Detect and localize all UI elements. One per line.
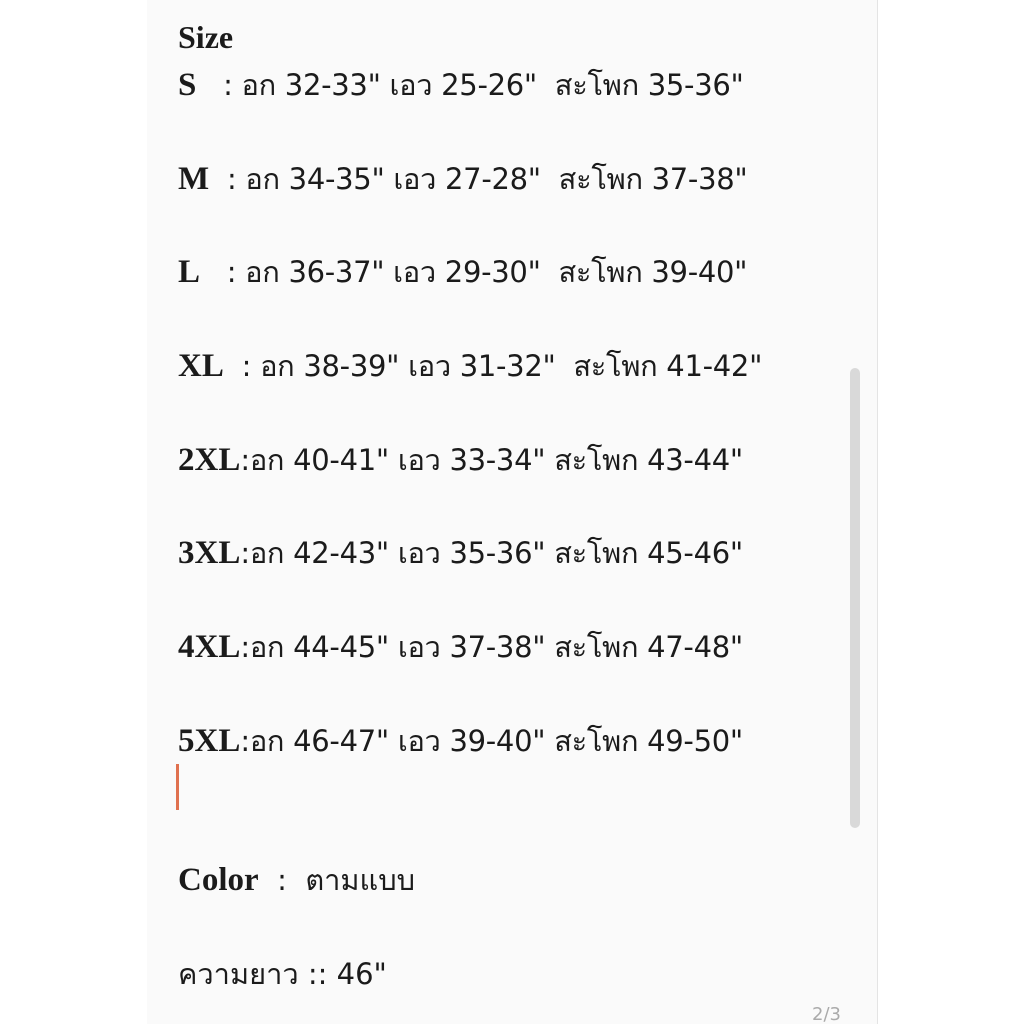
size-measurements: : อก 32-33" เอว 25-26" สะโพก 35-36" [196,68,744,102]
size-row-3xl [178,531,743,575]
text-caret[interactable] [176,764,179,810]
size-row-s [178,63,744,107]
size-label: M [178,161,210,197]
size-label: XL [178,348,224,384]
size-measurements: :อก 40-41" เอว 33-34" สะโพก 43-44" [240,443,743,477]
size-measurements: : อก 36-37" เอว 29-30" สะโพก 39-40" [200,255,748,289]
size-label: 4XL [178,629,241,665]
size-measurements: :อก 42-43" เอว 35-36" สะโพก 45-46" [240,536,743,570]
size-row-xl [178,344,762,388]
size-row-2xl [178,438,743,482]
scrollbar-thumb[interactable] [850,368,860,828]
size-label: 2XL [178,442,241,478]
size-measurements: :อก 44-45" เอว 37-38" สะโพก 47-48" [240,630,743,664]
size-label: 5XL [178,723,241,759]
size-row-m [178,157,747,201]
size-row-l [178,250,747,294]
color-value: ตามแบบ [305,863,416,897]
color-separator: : [258,863,306,897]
size-row-5xl [178,719,743,763]
size-measurements: : อก 38-39" เอว 31-32" สะโพก 41-42" [223,349,763,383]
size-label: L [178,254,201,290]
size-label: S [178,67,197,103]
color-row [178,858,415,902]
size-measurements: :อก 46-47" เอว 39-40" สะโพก 49-50" [240,724,743,758]
size-label: 3XL [178,535,241,571]
size-measurements: : อก 34-35" เอว 27-28" สะโพก 37-38" [209,162,748,196]
size-row-4xl [178,625,743,669]
length-row: ความยาว :: 46" [178,957,387,991]
color-label: Color [178,862,259,898]
size-heading: Size [178,19,234,55]
page-indicator: 2/3 [812,1004,841,1024]
